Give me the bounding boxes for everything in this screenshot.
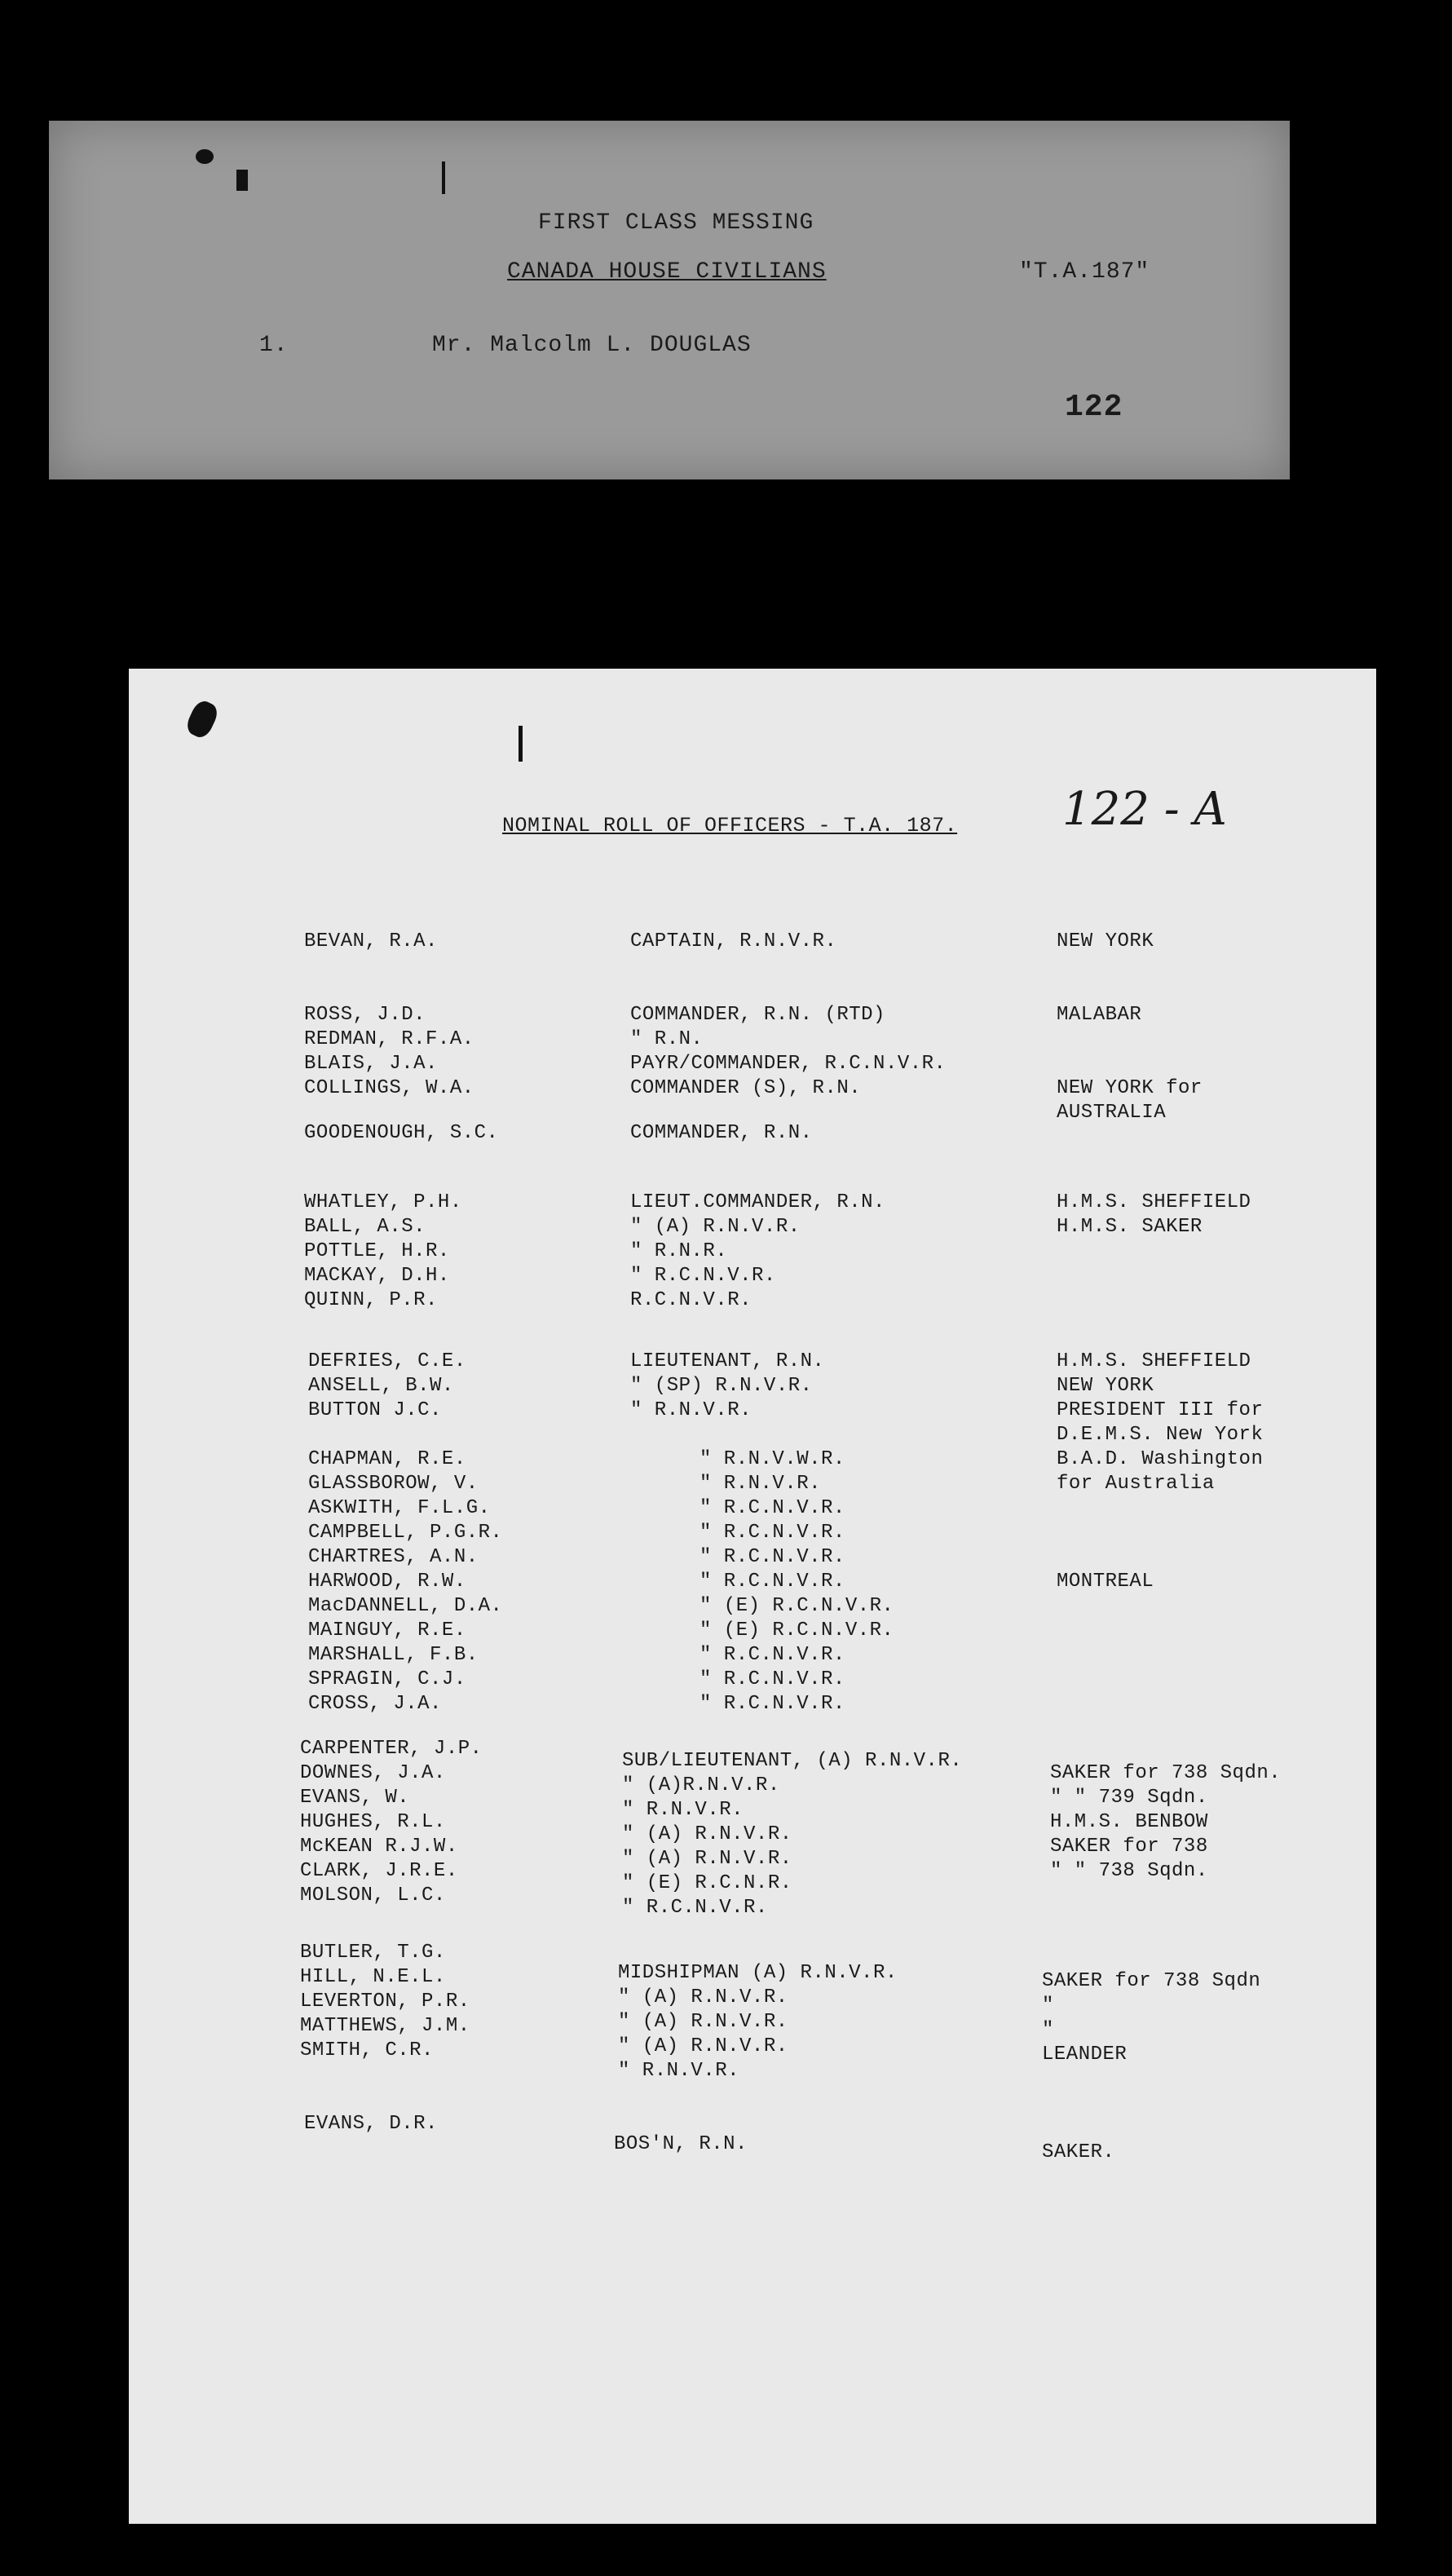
officer-name: COLLINGS, W.A. [304,1077,474,1099]
officer-rank: LIEUTENANT, R.N. [630,1350,825,1372]
officer-name: BUTLER, T.G. [300,1942,446,1964]
officer-rank: " R.N.V.R. [618,2060,740,2082]
officer-rank: " (SP) R.N.V.R. [630,1375,813,1397]
posting-note: NEW YORK [1057,930,1154,952]
officer-rank: " (E) R.C.N.V.R. [700,1595,894,1617]
posting-note: NEW YORK for [1057,1077,1203,1099]
posting-note: H.M.S. SHEFFIELD [1057,1191,1251,1213]
officer-rank: COMMANDER (S), R.N. [630,1077,862,1099]
ink-mark [236,170,248,191]
officer-name: BEVAN, R.A. [304,930,438,952]
rank-group [630,1350,824,1423]
posting-note: LEANDER [1042,2044,1128,2066]
officer-rank: " R.N.V.R. [622,1799,744,1821]
posting-group [1050,1761,1281,1884]
officer-rank: MIDSHIPMAN (A) R.N.V.R. [618,1962,898,1984]
officer-rank: CAPTAIN, R.N.V.R. [630,930,837,952]
officer-rank: COMMANDER, R.N. (RTD) [630,1004,885,1026]
officer-rank: " (A) R.N.V.R. [622,1848,792,1870]
rank-group [630,1003,946,1101]
posting-note: B.A.D. Washington [1057,1448,1264,1470]
officer-name: MAINGUY, R.E. [308,1619,466,1641]
officer-name: GOODENOUGH, S.C. [304,1122,499,1144]
officer-name: MATTHEWS, J.M. [300,2015,470,2037]
officer-group [304,1121,498,1146]
rank-group [618,1961,898,2083]
officer-name: REDMAN, R.F.A. [304,1028,474,1050]
roll-title: NOMINAL ROLL OF OFFICERS - T.A. 187. [502,814,958,837]
officer-rank: LIEUT.COMMANDER, R.N. [630,1191,885,1213]
officer-name: WHATLEY, P.H. [304,1191,462,1213]
posting-group [1057,1447,1154,1594]
ink-blot [183,698,221,741]
posting-note: SAKER for 738 Sqdn. [1050,1762,1282,1784]
officer-name: LEVERTON, P.R. [300,1991,470,2013]
officer-rank: SUB/LIEUTENANT, (A) R.N.V.R. [622,1750,963,1772]
officer-name: QUINN, P.R. [304,1289,438,1311]
officer-rank: " R.N. [630,1028,704,1050]
officer-group [308,1447,502,1717]
posting-group [1057,1191,1251,1239]
posting-note [1057,1545,1154,1570]
officer-group [300,1941,470,2063]
officer-name: CHAPMAN, R.E. [308,1448,466,1470]
posting-group [1042,2141,1114,2165]
officer-name: HILL, N.E.L. [300,1966,446,1988]
posting-note: " " 738 Sqdn. [1050,1860,1208,1882]
posting-note: " [1042,2019,1054,2041]
posting-note: NEW YORK [1057,1375,1154,1397]
officer-name: CARPENTER, J.P. [300,1738,483,1760]
officer-name: CROSS, J.A. [308,1693,442,1715]
posting-group [1057,1003,1203,1125]
posting-note [1057,1052,1203,1076]
officer-rank: " R.C.N.V.R. [700,1546,845,1568]
officer-rank: " (A)R.N.V.R. [622,1774,780,1796]
officer-name: ROSS, J.D. [304,1004,426,1026]
posting-note: H.M.S. SAKER [1057,1216,1203,1238]
officer-rank: " (A) R.N.V.R. [618,1986,788,2008]
officer-group [304,1003,474,1101]
officer-name: SPRAGIN, C.J. [308,1668,466,1690]
rank-group [614,2132,748,2157]
officer-name: CAMPBELL, P.G.R. [308,1522,503,1544]
officer-rank: " R.C.N.V.R. [700,1571,845,1593]
officer-rank: " R.N.V.R. [630,1399,752,1421]
rank-group [700,1447,894,1717]
officer-rank: " R.C.N.V.R. [700,1522,845,1544]
posting-note [1057,1447,1154,1472]
officer-name: HARWOOD, R.W. [308,1571,466,1593]
officer-rank: " (E) R.C.N.R. [622,1872,792,1894]
officer-name: MOLSON, L.C. [300,1885,446,1907]
officer-rank: " (A) R.N.V.R. [630,1216,801,1238]
slip-page-number: 122 [1065,390,1123,425]
posting-note [1057,1521,1154,1545]
officer-name: DEFRIES, C.E. [308,1350,466,1372]
officer-name: CHARTRES, A.N. [308,1546,479,1568]
officer-rank: " R.C.N.V.R. [622,1897,768,1919]
officer-rank: " R.N.V.R. [700,1473,822,1495]
ink-blot [196,149,214,164]
posting-note: SAKER. [1042,2141,1115,2163]
officer-rank: " (A) R.N.V.R. [618,2011,788,2033]
officer-rank: " R.C.N.V.R. [700,1497,845,1519]
posting-note: H.M.S. BENBOW [1050,1811,1208,1833]
posting-note: " " 739 Sqdn. [1050,1787,1208,1809]
posting-note: SAKER for 738 [1050,1836,1208,1858]
officer-rank: " (A) R.N.V.R. [618,2035,788,2057]
officer-name: BLAIS, J.A. [304,1053,438,1075]
officer-group [304,1191,462,1313]
posting-note: PRESIDENT III for [1057,1399,1264,1421]
officer-name: DOWNES, J.A. [300,1762,446,1784]
slip-heading-1: FIRST CLASS MESSING [538,210,814,236]
posting-note: MALABAR [1057,1004,1142,1026]
officer-rank: " R.C.N.V.R. [630,1265,776,1287]
officer-name: EVANS, D.R. [304,2113,438,2135]
officer-name: CLARK, J.R.E. [300,1860,458,1882]
rank-group [630,1121,813,1146]
posting-note [1057,1472,1154,1496]
rank-group [622,1749,962,1920]
officer-rank: " (E) R.C.N.V.R. [700,1619,894,1641]
officer-name: HUGHES, R.L. [300,1811,446,1833]
officer-rank: R.C.N.V.R. [630,1289,752,1311]
officer-name: POTTLE, H.R. [304,1240,450,1262]
officer-name: BALL, A.S. [304,1216,426,1238]
posting-note: D.E.M.S. New York [1057,1424,1264,1446]
handwritten-page-number: 122 - A [1062,783,1227,836]
ink-mark [442,161,445,194]
posting-note: for Australia [1057,1473,1215,1495]
posting-group [1042,1969,1260,2067]
officer-rank: " R.N.V.W.R. [700,1448,845,1470]
officer-rank: " R.C.N.V.R. [700,1668,845,1690]
officer-rank: PAYR/COMMANDER, R.C.N.V.R. [630,1053,947,1075]
posting-note [1057,1027,1203,1052]
posting-group [1057,930,1154,954]
officer-name: ANSELL, B.W. [308,1375,454,1397]
officer-rank: " (A) R.N.V.R. [622,1823,792,1845]
officer-rank: BOS'N, R.N. [614,2133,748,2155]
officer-group [300,1737,483,1908]
posting-note: " [1042,1995,1054,2017]
officer-group [308,1350,466,1423]
posting-note [1057,1496,1154,1521]
officer-rank: " R.C.N.V.R. [700,1644,845,1666]
officer-name: MacDANNELL, D.A. [308,1595,503,1617]
slip-reference: "T.A.187" [1019,259,1150,285]
officer-rank: COMMANDER, R.N. [630,1122,813,1144]
officer-name: GLASSBOROW, V. [308,1473,479,1495]
rank-group [630,1191,885,1313]
officer-name: SMITH, C.R. [300,2039,434,2061]
header-slip [49,121,1290,479]
officer-group [304,2112,438,2136]
officer-name: BUTTON J.C. [308,1399,442,1421]
ink-mark [519,726,523,762]
officer-name: EVANS, W. [300,1787,410,1809]
posting-note: H.M.S. SHEFFIELD [1057,1350,1251,1372]
officer-group [304,930,438,954]
officer-name: ASKWITH, F.L.G. [308,1497,491,1519]
officer-name: McKEAN R.J.W. [300,1836,458,1858]
slip-name: Mr. Malcolm L. DOUGLAS [432,333,752,358]
posting-note: AUSTRALIA [1057,1102,1167,1124]
officer-rank: " R.N.R. [630,1240,728,1262]
rank-group [630,930,836,954]
posting-note: MONTREAL [1057,1571,1154,1593]
nominal-roll-sheet [129,669,1376,2524]
posting-note: SAKER for 738 Sqdn [1042,1970,1261,1992]
officer-rank: " R.C.N.V.R. [700,1693,845,1715]
officer-name: MARSHALL, F.B. [308,1644,479,1666]
officer-name: MACKAY, D.H. [304,1265,450,1287]
slip-item-number: 1. [259,333,289,358]
slip-heading-2: CANADA HOUSE CIVILIANS [507,259,827,285]
